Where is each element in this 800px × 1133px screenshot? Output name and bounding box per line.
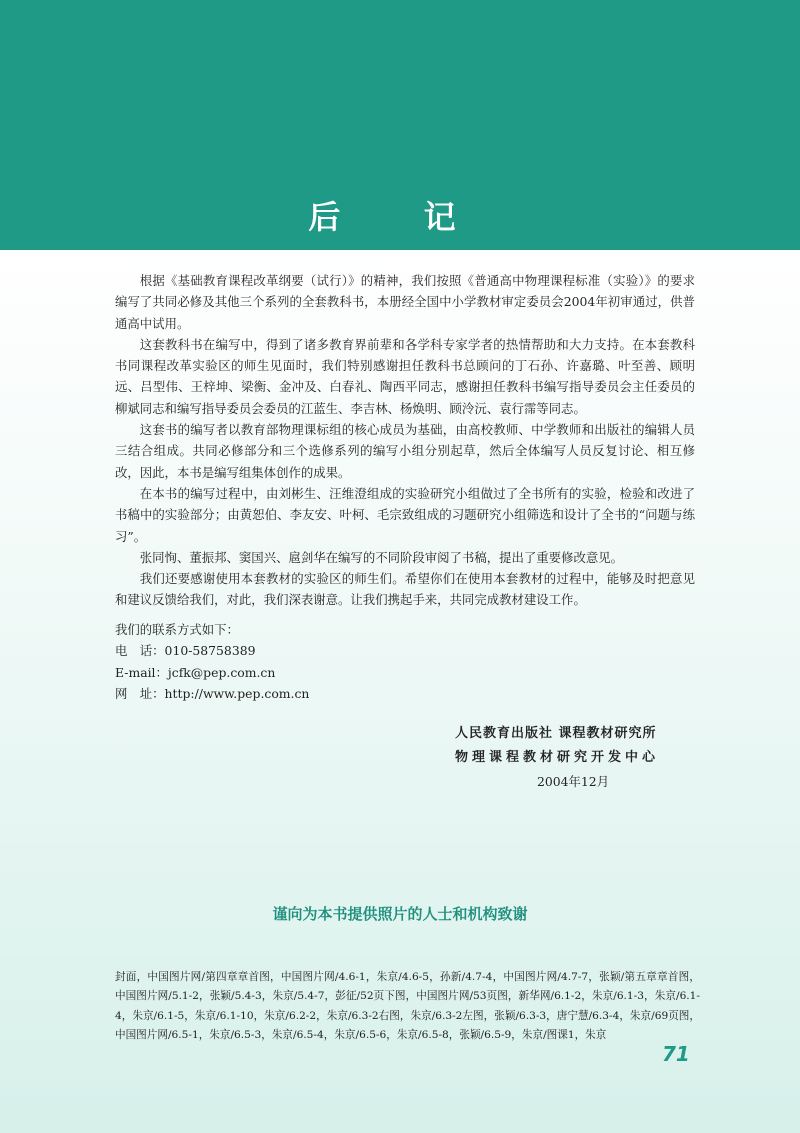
publisher-signature (455, 722, 715, 794)
contact-email: E-mail：jcfk@pep.com.cn (115, 664, 276, 680)
acknowledgement-text: 封面，中国图片网/第四章章首图，中国图片网/4.6-1，朱京/4.6-5，孙新/4.7-4，中国图片网/4.7-7，张颖/第五章章首图，中国图片网/5.1-2，张颖/5.4-3，朱京/5.4-7，彭征/52页下图，中国图片网/53页图，新华网/6.1-2，朱京/6.1-3，朱京/6.1-4，朱京/6.1-5，朱京/6.1-10，朱京/6.2-2，朱京/6.3-2右图，朱京/6.3-2左图，张颖/6.3-3，唐宁慧/6.3-4，朱京/69页图，中国图片网/6.5-1，朱京/6.5-3，朱京/6.5-4，朱京/6.5-6，朱京/6.5-8，张颖/6.5-9，朱京/图课1，朱京 (115, 971, 700, 1041)
paragraph: 这套书的编写者以教育部物理课标组的核心成员为基础，由高校教师、中学教师和出版社的编辑人员三结合组成。共同必修部分和三个选修系列的编写小组分别起草，然后全体编写人员反复讨论、相互修改，因此，本书是编写组集体创作的成果。 (115, 422, 695, 480)
paragraph: 根据《基础教育课程改革纲要（试行）》的精神，我们按照《普通高中物理课程标准（实验）》的要求编写了共同必修及其他三个系列的全套教科书，本册经全国中小学教材审定委员会2004年初审通过，供普通高中试用。 (115, 273, 695, 331)
contact-intro: 我们的联系方式如下： (115, 622, 239, 637)
paragraph: 这套教科书在编写中，得到了诸多教育界前辈和各学科专家学者的热情帮助和大力支持。在本套教科书同课程改革实验区的师生见面时，我们特别感谢担任教科书总顾问的丁石孙、许嘉璐、叶至善、顾明远、吕型伟、王梓坤、梁衡、金冲及、白春礼、陶西平同志，感谢担任教科书编写指导委员会主任委员的柳斌同志和编写指导委员会委员的江蓝生、李吉林、杨焕明、顾泠沅、袁行霈等同志。 (115, 336, 695, 416)
paragraph: 我们还要感谢使用本套教材的实验区的师生们。希望你们在使用本套教材的过程中，能够及时把意见和建议反馈给我们，对此，我们深表谢意。让我们携起手来，共同完成教材建设工作。 (115, 571, 695, 608)
acknowledgement-title: 谨向为本书提供照片的人士和机构致谢 (272, 905, 528, 923)
publisher-line-1: 人民教育出版社 课程教材研究所 (455, 726, 657, 741)
afterword-body (115, 270, 695, 611)
page-title: 后 记 (308, 198, 492, 236)
publisher-line-2: 物理课程教材研究开发中心 (455, 750, 660, 765)
page-number: 71 (662, 1042, 690, 1066)
paragraph: 张同恂、董振邦、窦国兴、扈剑华在编写的不同阶段审阅了书稿，提出了重要修改意见。 (139, 549, 624, 565)
contact-info (115, 619, 515, 704)
publisher-date: 2004年12月 (537, 774, 610, 789)
header-banner (0, 0, 800, 250)
contact-website: 网 址：http://www.pep.com.cn (115, 685, 310, 701)
contact-phone: 电 话：010-58758389 (115, 643, 256, 659)
paragraph: 在本书的编写过程中，由刘彬生、汪维澄组成的实验研究小组做过了全书所有的实验，检验和改进了书稿中的实验部分；由黄恕伯、李友安、叶柯、毛宗致组成的习题研究小组筛选和设计了全书的“问题与练习”。 (115, 485, 695, 544)
